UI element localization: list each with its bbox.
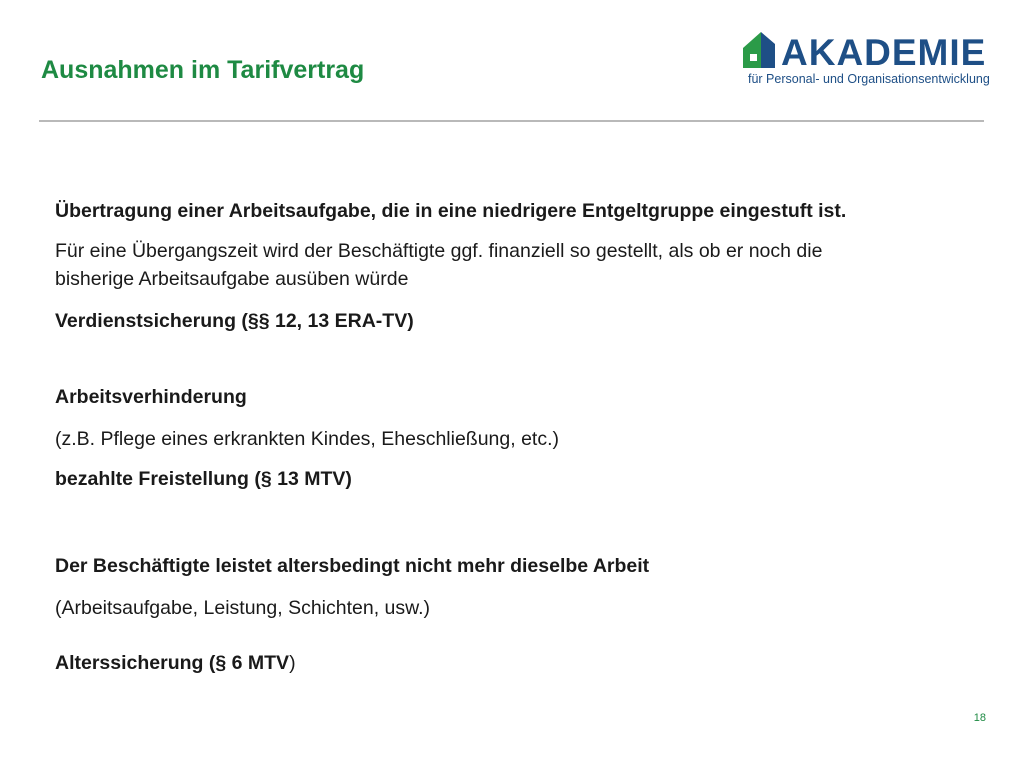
logo-tagline: für Personal- und Organisationsentwicklung [748,72,990,86]
section-2-body: (z.B. Pflege eines erkrankten Kindes, Eheschließung, etc.) [55,428,560,450]
section-3-rule-tail: ) [289,652,296,674]
logo-wordmark: AKADEMIE [781,32,987,73]
header-divider [39,120,984,122]
section-1-rule: Verdienstsicherung (§§ 12, 13 ERA-TV) [55,310,414,332]
section-3-body: (Arbeitsaufgabe, Leistung, Schichten, usw.) [55,597,431,619]
section-3-rule-label: Alterssicherung (§ 6 MTV [55,652,290,674]
section-1-body-line-1: Für eine Übergangszeit wird der Beschäftigte ggf. finanziell so gestellt, als ob er noch die [55,240,823,262]
section-3-rule [55,650,985,676]
slide-title: Ausnahmen im Tarifvertrag [41,56,365,84]
section-1-body-line-2: bisherige Arbeitsaufgabe ausüben würde [55,268,409,290]
section-2-rule: bezahlte Freistellung (§ 13 MTV) [55,468,352,490]
section-3-heading: Der Beschäftigte leistet altersbedingt nicht mehr dieselbe Arbeit [55,555,650,577]
section-1-heading: Übertragung einer Arbeitsaufgabe, die in eine niedrigere Entgeltgruppe eingestuft ist. [55,200,847,222]
page-number: 18 [973,712,986,724]
house-logo-icon [741,30,777,70]
section-2-heading: Arbeitsverhinderung [55,386,247,408]
akademie-logo [741,30,990,90]
